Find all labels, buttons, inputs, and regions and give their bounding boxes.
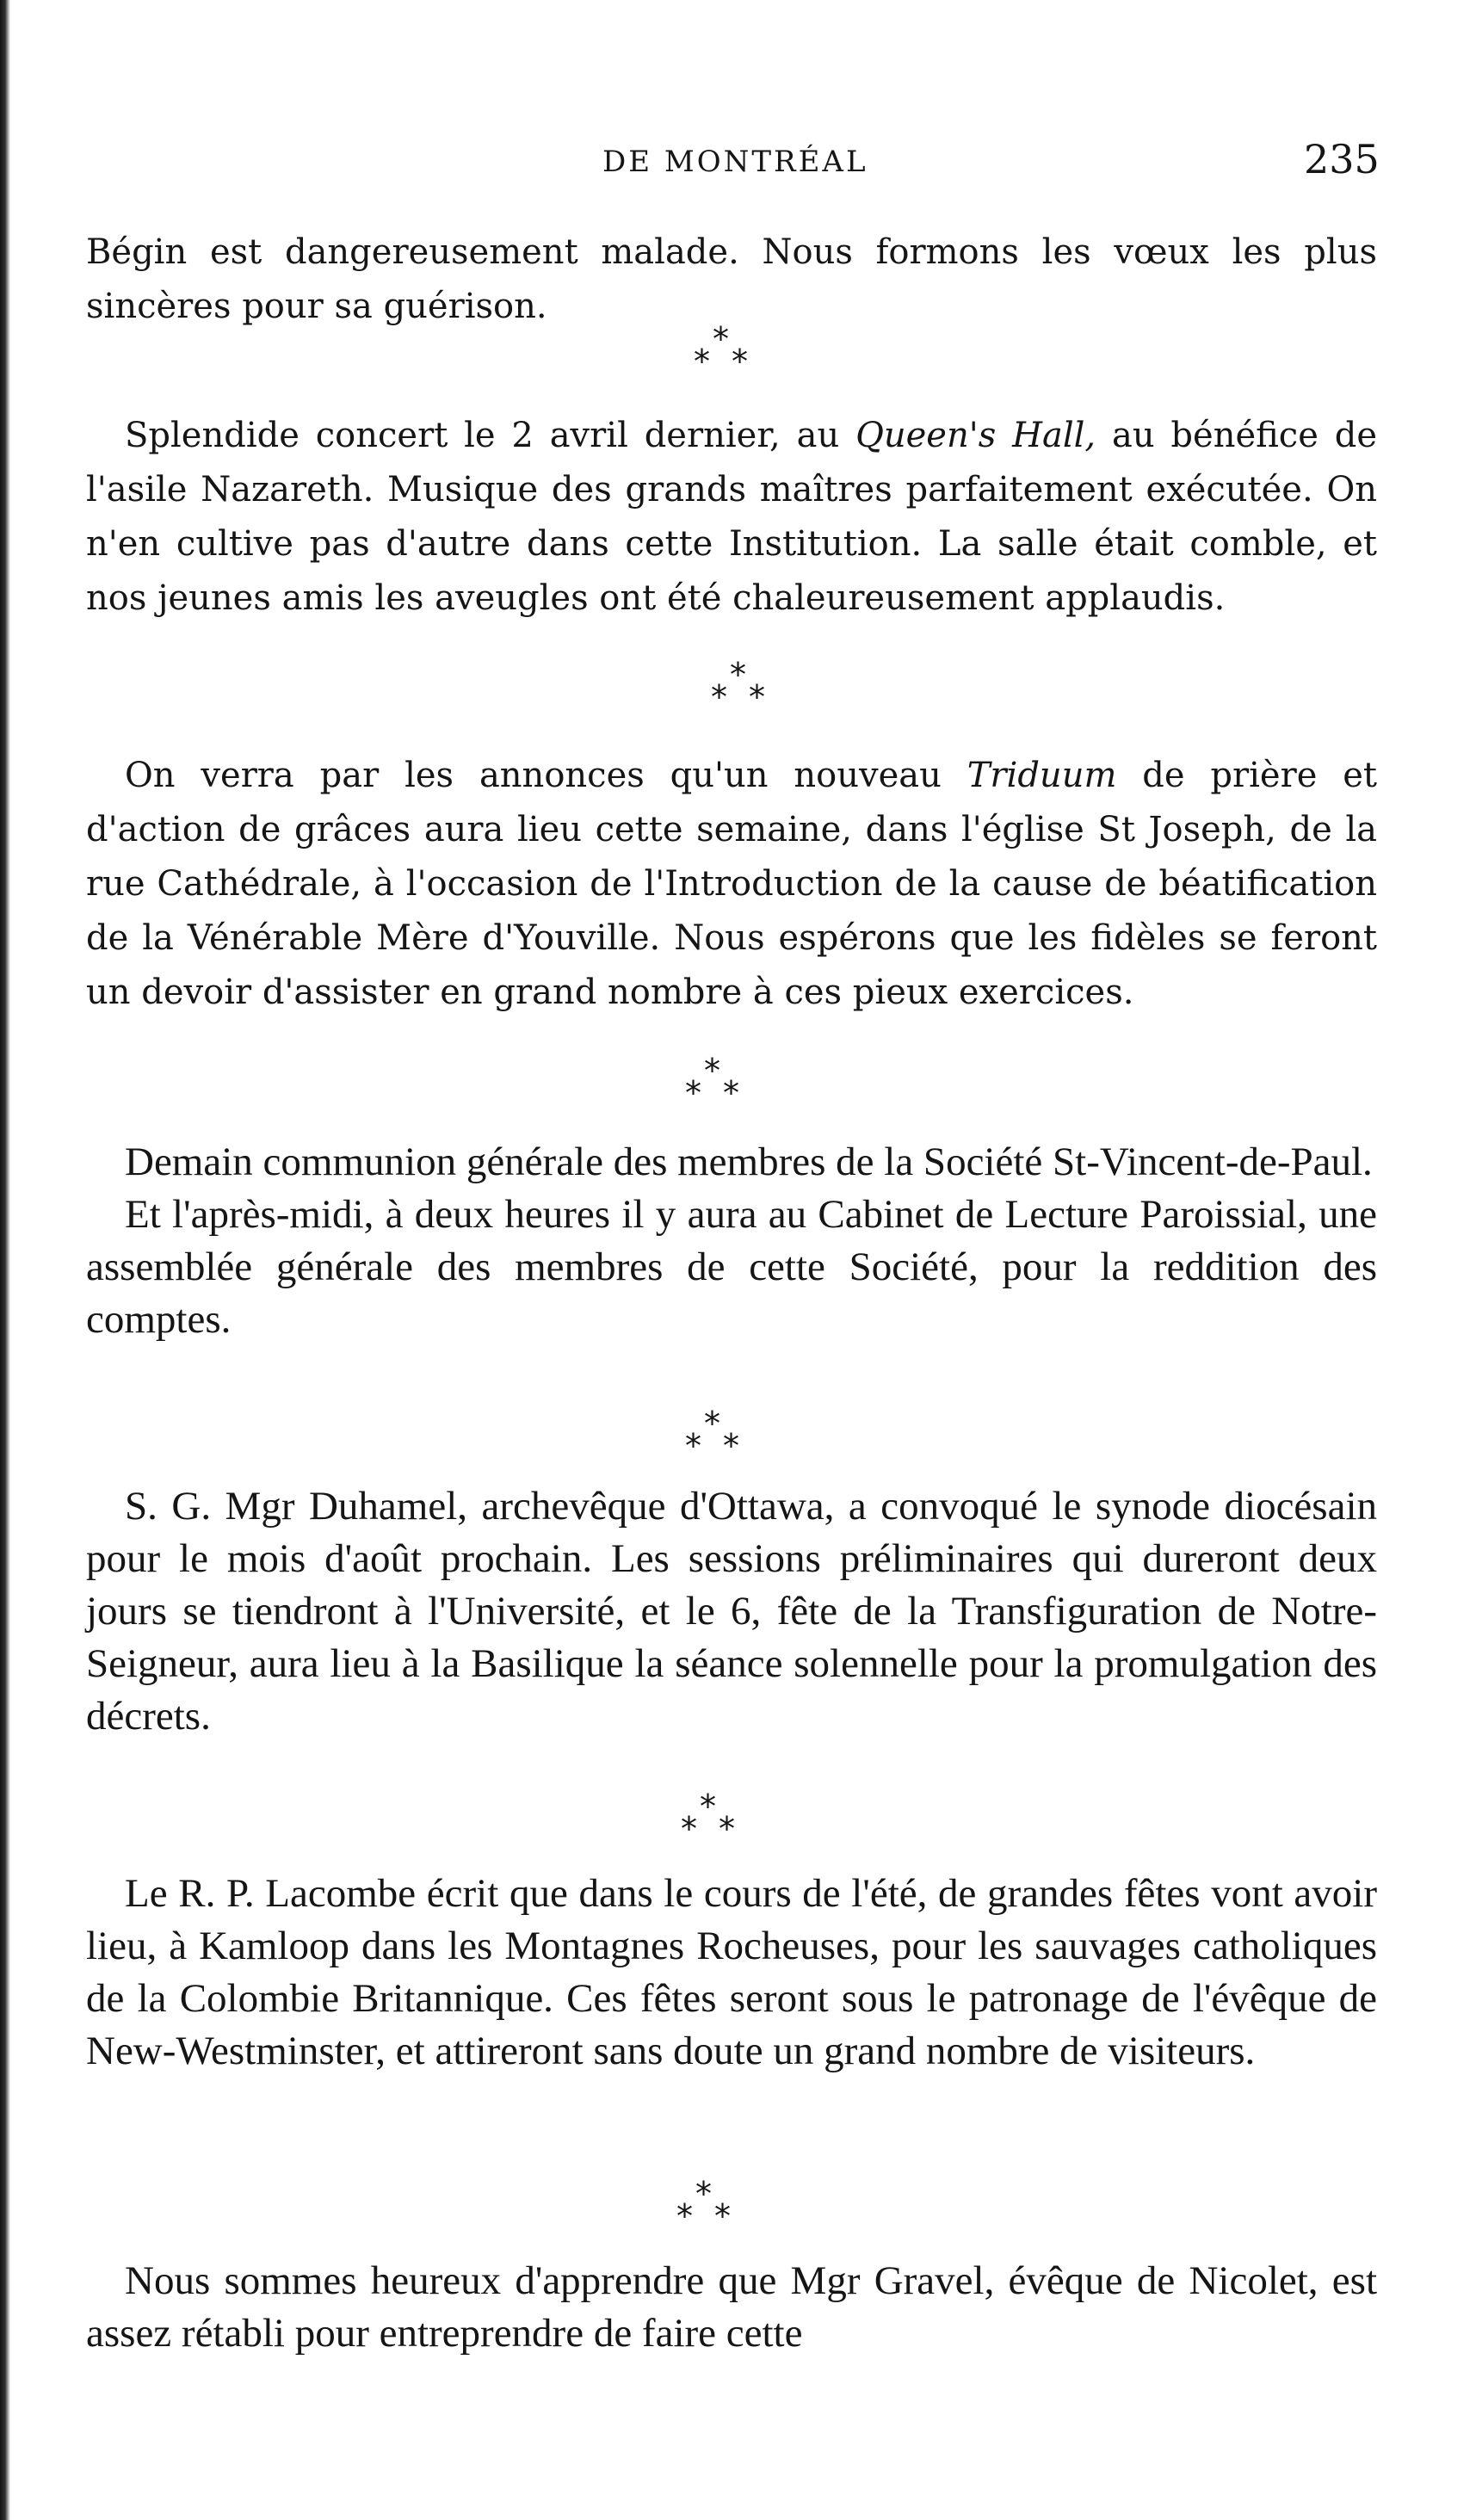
paragraph-text: Bégin est dangereusement malade. Nous formons les vœux les plus sincères pour sa guérison. [86, 232, 1377, 326]
asterism-divider: * * * [694, 320, 748, 380]
paragraph-7: Nous sommes heureux d'apprendre que Mgr Gravel, évêque de Nicolet, est assez rétabli pour entreprendre de faire cette [86, 2258, 1377, 2356]
asterism-divider: * * * [676, 2175, 731, 2235]
paragraph-2: Splendide concert le 2 avril dernier, au Queen's Hall, au bénéfice de l'asile Nazareth. Musique des grands maîtres parfaitement exécutée. On n'en cultive pas d'autre dans cette Institution. La salle était comble, et nos jeunes amis les aveugles ont été chaleureusement applaudis. [86, 416, 1378, 618]
page-binding-edge [0, 0, 10, 2520]
running-header: DE MONTRÉAL [602, 145, 868, 179]
page-number: 235 [1304, 136, 1380, 182]
paragraph-3: On verra par les annonces qu'un nouveau Triduum de prière et d'action de grâces aura lieu cette semaine, dans l'église St Joseph, de la rue Cathédrale, à l'occasion de l'Introduction de la cause de béatification de la Vénérable Mère d'Youville. Nous espérons que les fidèles se feront un devoir d'assister en grand nombre à ces pieux exercices. [86, 756, 1377, 1012]
paragraph-4: Demain communion générale des membres de la Société St-Vincent-de-Paul. Et l'après-midi, à deux heures il y aura au Cabinet de Lecture Paroissial, une assemblée générale des membres de cette Société, pour la reddition des comptes. [86, 1140, 1377, 1342]
asterism-divider: * * * [711, 656, 765, 716]
asterism-divider: * * * [685, 1405, 739, 1465]
paragraph-1 [86, 225, 1377, 334]
paragraph-6: Le R. P. Lacombe écrit que dans le cours de l'été, de grandes fêtes vont avoir lieu, à Kamloop dans les Montagnes Rocheuses, pour les sauvages catholiques de la Colombie Britannique. Ces fêtes seront sous le patronage de l'évêque de New-Westminster, et attireront sans doute un grand nombre de visiteurs. [86, 1871, 1377, 2073]
asterism-divider: * * * [685, 1052, 739, 1112]
venue-name: Queen's Hall, [855, 416, 1096, 455]
triduum-word: Triduum [967, 756, 1117, 795]
asterism-divider: * * * [681, 1788, 735, 1848]
paragraph-5: S. G. Mgr Duhamel, archevêque d'Ottawa, a convoqué le synode diocésain pour le mois d'août prochain. Les sessions préliminaires qui dureront deux jours se tiendront à l'Université, et le 6, fête de la Transfiguration de Notre-Seigneur, aura lieu à la Basilique la séance solennelle pour la promulgation des décrets. [86, 1484, 1377, 1739]
